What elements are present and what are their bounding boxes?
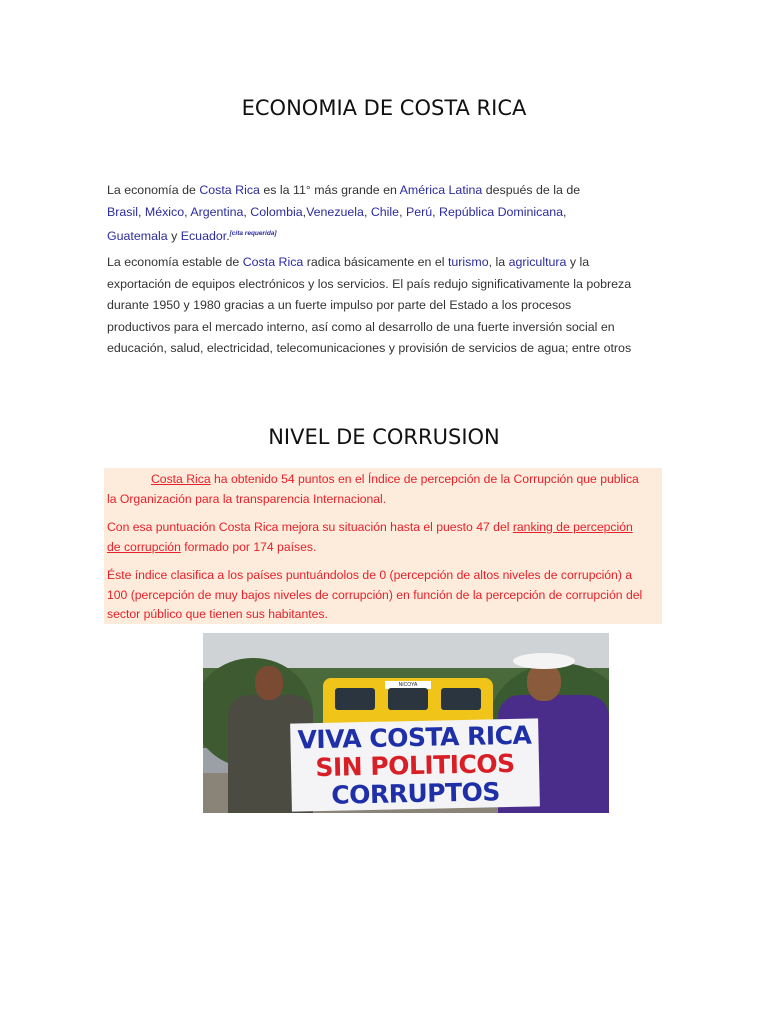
link-costa-rica[interactable]: Costa Rica [242,255,304,269]
separator: , [137,204,145,219]
protest-banner [290,718,540,811]
bus-window [335,688,375,710]
text: y la exportación de equipos electrónicos y los servicios. El país redujo significativamente la pobreza durante 1950 y 1980 gracias a un fuerte impulso por parte del Estado a los procesos productivos para el mercado interno, así como al desarrollo de una fuerte inversión social en educación, salud, electricidad, telecomunicaciones y provisión de servicios de agua; entre otros [107,255,632,355]
corruption-paragraph-2 [104,518,647,557]
link-america-latina[interactable]: América Latina [399,183,483,197]
link-guatemala[interactable]: Guatemala [107,229,168,243]
separator: , [302,204,307,219]
text: es la 11° más grande en [259,183,400,197]
link-colombia[interactable]: Colombia [250,204,303,219]
protest-photo [203,633,609,813]
bus-window [388,688,428,710]
banner-line-2: SIN POLITICOS [315,748,515,783]
link-chile[interactable]: Chile [370,204,400,219]
separator: , [432,204,440,219]
text: después de la de [482,183,581,197]
link-turismo[interactable]: turismo [447,255,489,269]
corruption-paragraph-3: Éste índice clasifica a los países puntuándolos de 0 (percepción de altos niveles de corrupción) a 100 (percepción de muy bajos niveles de corrupción) en función de la percepción de corrupción del sector público que tienen sus habitantes. [107,568,643,621]
link-ranking[interactable]: ranking de percepción de corrupción [107,520,633,554]
citation-needed-link[interactable]: [cita requerida] [229,230,277,237]
text: ha obtenido 54 puntos en el Índice de percepción de la Corrupción que publica la Organización para la transparencia Internacional. [107,472,639,506]
banner-line-3: CORRUPTOS [331,777,501,810]
text: La economía de [107,183,200,197]
separator: , [243,204,251,219]
separator: , [184,204,191,219]
link-venezuela[interactable]: Venezuela [306,204,364,219]
text: radica básicamente en el [303,255,448,269]
separator: , [399,204,406,219]
text: . [226,229,230,243]
separator: , [363,204,371,219]
intro-paragraph [107,180,607,248]
banner-line-1: VIVA COSTA RICA [297,720,532,755]
bus-plate: NICOYA [385,681,431,689]
text: , la [488,255,509,269]
link-republica-dominicana[interactable]: República Dominicana [439,204,564,219]
corruption-box [104,468,662,624]
person-left-head [255,666,283,700]
text: La economía estable de [107,255,243,269]
link-peru[interactable]: Perú [405,204,433,219]
link-costa-rica[interactable]: Costa Rica [151,472,211,486]
link-agricultura[interactable]: agricultura [508,255,567,269]
link-ecuador[interactable]: Ecuador [180,229,227,243]
link-argentina[interactable]: Argentina [190,204,244,219]
section-title: NIVEL DE CORRUSION [268,425,500,449]
text: y [167,229,181,243]
link-brasil[interactable]: Brasil [107,204,138,219]
page-title: ECONOMIA DE COSTA RICA [241,96,527,120]
text: Con esa puntuación Costa Rica mejora su situación hasta el puesto 47 del [107,520,513,534]
link-mexico[interactable]: México [144,204,185,219]
text: formado por 174 países. [180,539,317,554]
separator: , [563,204,567,219]
economy-paragraph [107,252,637,360]
bus-window [441,688,481,710]
link-costa-rica[interactable]: Costa Rica [199,183,260,197]
corruption-paragraph-1 [104,468,647,509]
person-right-hat [513,653,575,669]
